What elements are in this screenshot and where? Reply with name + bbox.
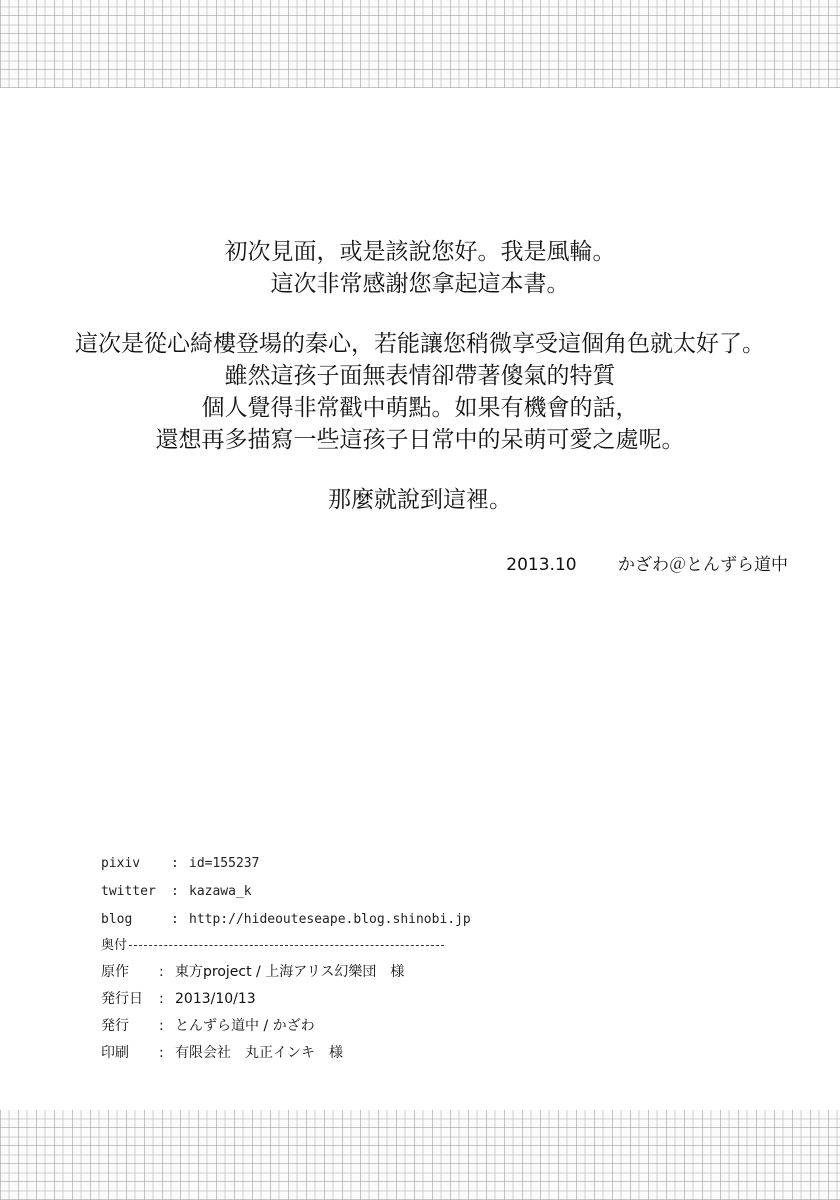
afterword-message xyxy=(0,236,840,516)
contact-label: pixiv xyxy=(101,856,141,871)
contact-row-twitter: twitter : kazawa_k xyxy=(101,878,471,906)
colophon-row: 原作 : 東方project / 上海アリス幻樂団 様 xyxy=(101,959,404,986)
contact-label: blog xyxy=(101,912,133,927)
contact-value: kazawa_k xyxy=(189,884,252,899)
message-line: 個人覺得非常戳中萌點。如果有機會的話， xyxy=(201,395,639,421)
colophon-value: とんずら道中 / かざわ xyxy=(175,1018,315,1034)
colophon-value: 2013/10/13 xyxy=(175,991,256,1007)
contact-value: id=155237 xyxy=(189,856,260,871)
message-line: 還想再多描寫一些這孩子日常中的呆萌可愛之處呢。 xyxy=(155,427,685,453)
colophon-row: 発行 : とんずら道中 / かざわ xyxy=(101,1013,404,1040)
colophon-list xyxy=(101,959,404,1067)
colophon-row: 発行日 : 2013/10/13 xyxy=(101,986,404,1013)
colophon-title: 奥付 xyxy=(101,938,128,953)
message-line: 這次是從心綺樓登場的秦心，若能讓您稍微享受這個角色就太好了。 xyxy=(75,331,765,357)
contact-row-pixiv: pixiv : id=155237 xyxy=(101,850,471,878)
top-border-pattern xyxy=(0,0,840,88)
contact-label: twitter xyxy=(101,884,156,899)
bottom-border-pattern xyxy=(0,1110,840,1200)
signature-author: かざわ＠とんずら道中 xyxy=(618,555,788,575)
signature xyxy=(506,550,788,575)
colophon-heading xyxy=(101,934,444,953)
dashed-divider xyxy=(129,945,444,946)
message-line: 這次非常感謝您拿起這本書。 xyxy=(270,271,570,297)
message-line: 初次見面，或是該說您好。我是風輪。 xyxy=(224,239,616,265)
message-line: 雖然這孩子面無表情卻帶著傻氣的特質 xyxy=(224,363,616,389)
colophon-label: 印刷 xyxy=(101,1045,129,1061)
signature-date: 2013.10 xyxy=(506,555,577,575)
colophon-row: 印刷 : 有限会社 丸正インキ 様 xyxy=(101,1040,404,1067)
contact-value: http://hideouteseape.blog.shinobi.jp xyxy=(189,912,471,927)
colophon-label: 原作 xyxy=(101,964,129,980)
contact-row-blog: blog : http://hideouteseape.blog.shinobi.jp xyxy=(101,906,471,934)
contact-list xyxy=(101,850,471,934)
colophon-value: 有限会社 丸正インキ 様 xyxy=(175,1045,343,1061)
colophon-value: 東方project / 上海アリス幻樂団 様 xyxy=(175,964,405,980)
message-line: 那麼就說到這裡。 xyxy=(328,487,512,513)
colophon-label: 発行日 xyxy=(101,991,143,1007)
colophon-label: 発行 xyxy=(101,1018,129,1034)
